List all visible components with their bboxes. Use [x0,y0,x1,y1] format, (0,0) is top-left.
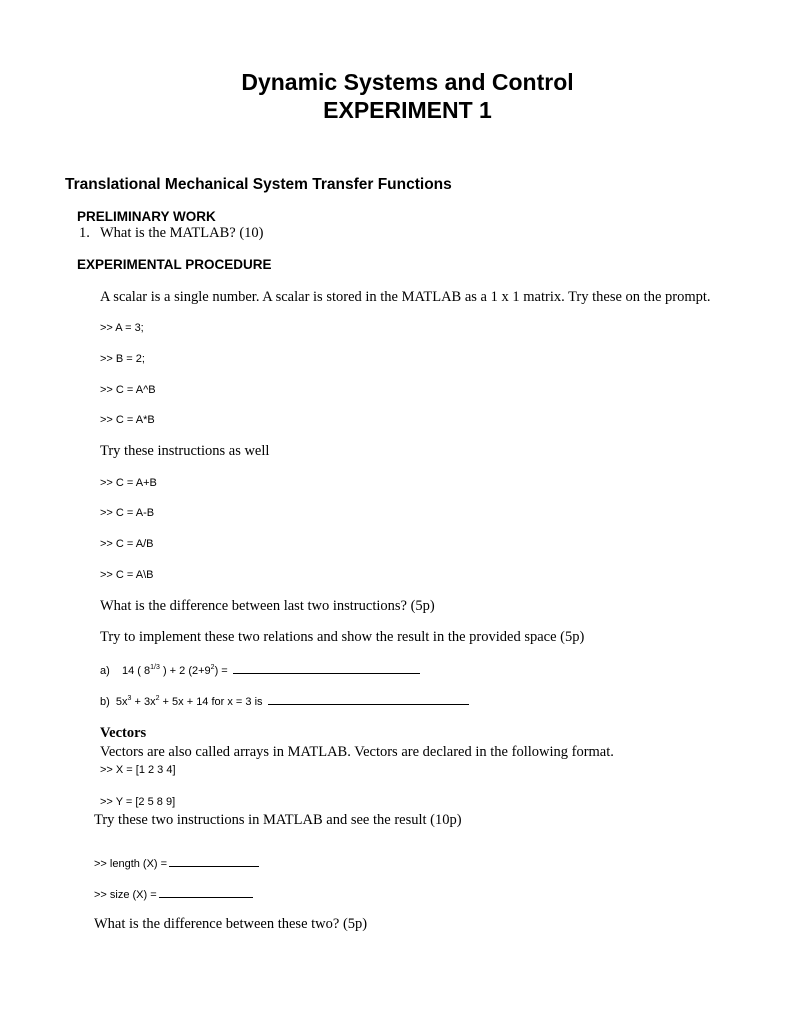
procedure-heading: EXPERIMENTAL PROCEDURE [77,257,272,272]
command-line: >> C = A*B [100,414,155,426]
answer-blank-a[interactable] [233,663,420,674]
question-difference: What is the difference between last two instructions? (5p) [100,598,435,614]
experiment-number: EXPERIMENT 1 [323,97,492,123]
command-line: >> C = A/B [100,538,154,550]
question-implement: Try to implement these two relations and show the result in the provided space (5p) [100,629,585,645]
length-command: >> length (X) = [94,856,259,870]
vector-y-command: >> Y = [2 5 8 9] [100,796,176,808]
relation-b-expr: $5x^3 + 3x^2 + 5x + 14$ for x = 3 is [115,695,263,708]
answer-blank-length[interactable] [169,856,259,867]
command-line: >> B = 2; [100,353,145,365]
page-title: Dynamic Systems and Control [241,69,574,95]
answer-blank-size[interactable] [159,887,253,898]
scalar-intro: A scalar is a single number. A scalar is stored in the MATLAB as a 1 x 1 matrix. Try these on the prompt. [100,289,711,305]
relation-a-label: a) [100,665,110,677]
command-line: >> C = A^B [100,384,156,396]
vectors-heading: Vectors [100,725,147,741]
command-line: >> A = 3; [100,322,144,334]
vector-x-command: >> X = [1 2 3 4] [100,764,176,776]
relation-b-label: b) [100,696,110,708]
vectors-question-difference: What is the difference between these two? (5p) [94,916,368,932]
command-line: >> C = A+B [100,477,157,489]
vectors-try-text: Try these two instructions in MATLAB and see the result (10p) [94,812,462,828]
command-line: >> C = A-B [100,507,155,519]
preliminary-item-number: 1. [79,225,90,241]
relation-a [100,663,420,677]
section-title: Translational Mechanical System Transfer Functions [65,176,452,193]
try-instructions-text: Try these instructions as well [100,443,270,459]
preliminary-heading: PRELIMINARY WORK [77,209,216,224]
size-command: >> size (X) = [94,887,253,901]
answer-blank-b[interactable] [268,694,469,705]
command-line: >> C = A\B [100,569,154,581]
relation-b [100,694,469,708]
vectors-intro: Vectors are also called arrays in MATLAB. Vectors are declared in the following format. [100,744,614,760]
preliminary-item-text: What is the MATLAB? (10) [100,225,264,241]
relation-a-expr: 14 ( $8^{1/3}$ ) + 2 $(2+9^2)$ = [122,664,228,677]
